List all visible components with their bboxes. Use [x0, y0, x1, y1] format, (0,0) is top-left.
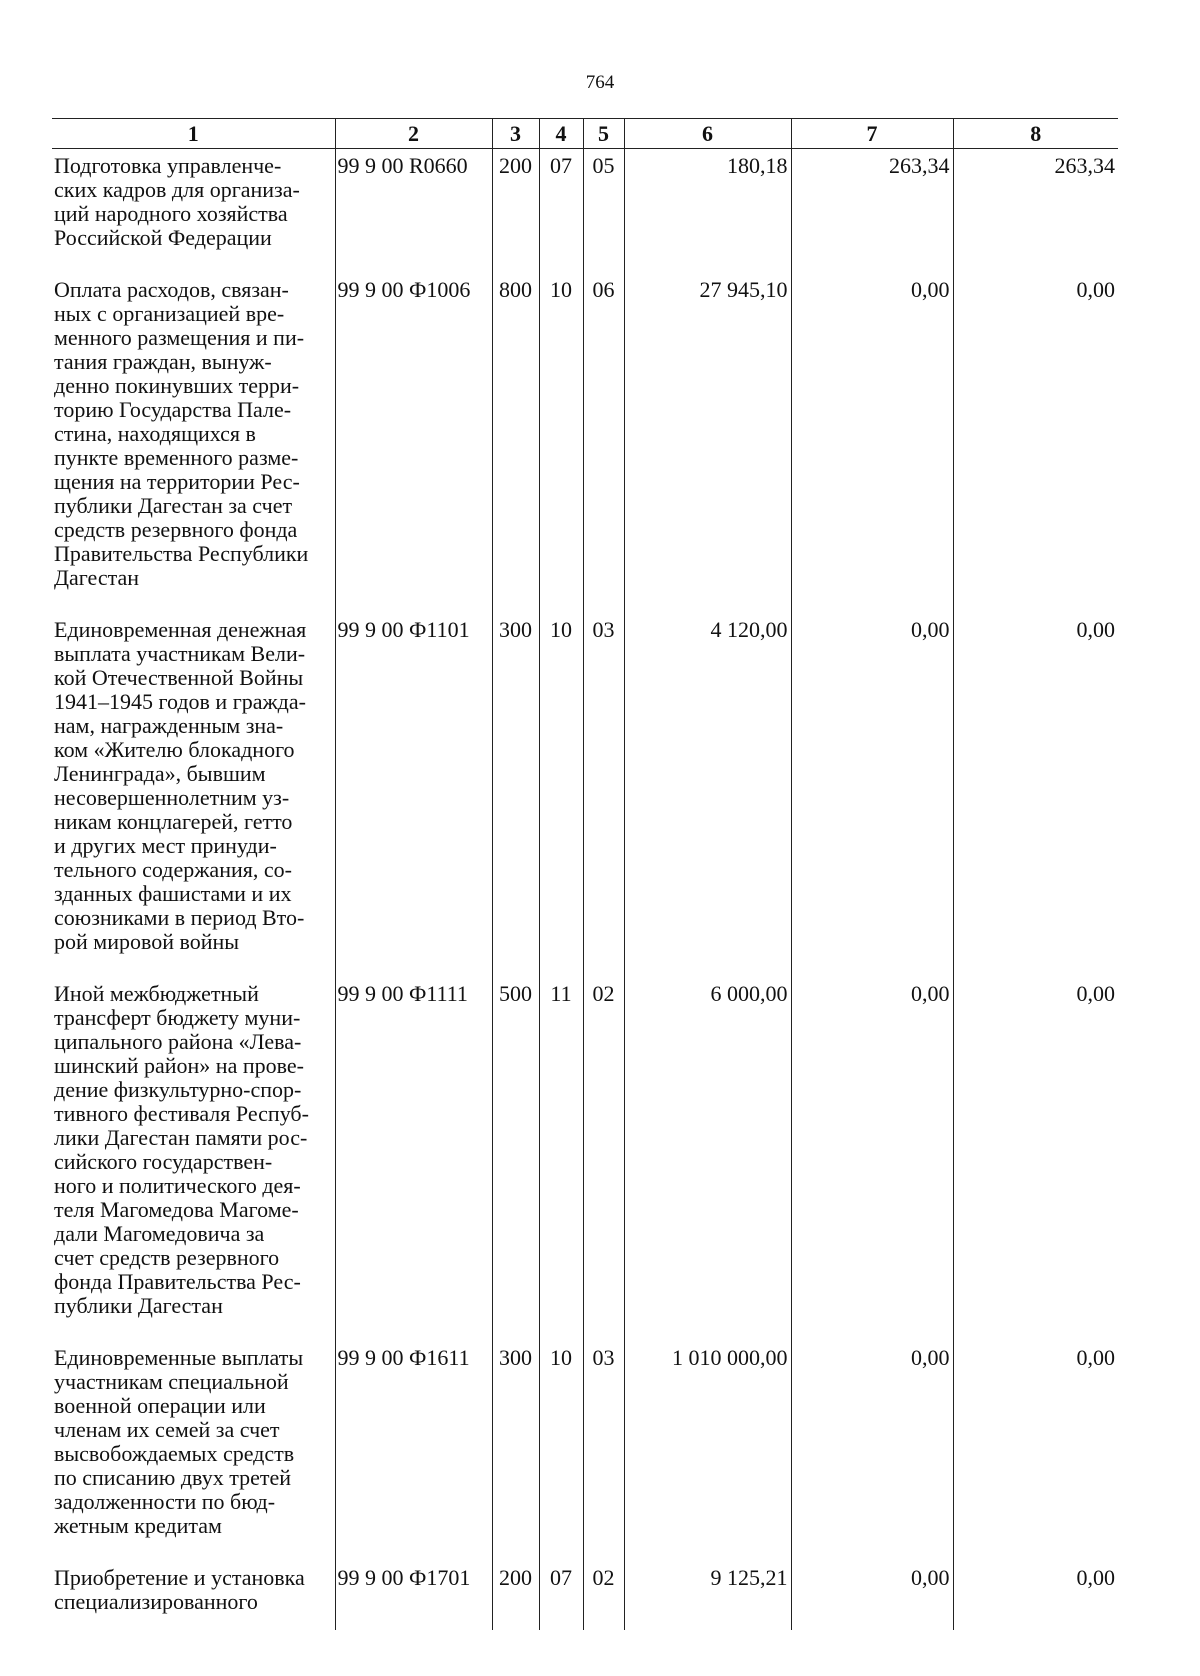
expense-name-cell: Приобретение и установка специализированного — [54, 1565, 305, 1614]
section-cell: 10 — [539, 1341, 583, 1561]
target-code-cell: 99 9 00 Ф1701 — [335, 1561, 492, 1630]
amount-col6-cell: 9 125,21 — [624, 1561, 791, 1630]
column-header: 7 — [791, 119, 953, 149]
target-code-cell: 99 9 00 Ф1611 — [335, 1341, 492, 1561]
section-cell: 10 — [539, 613, 583, 977]
section-cell: 07 — [539, 1561, 583, 1630]
target-code-cell: 99 9 00 Ф1101 — [335, 613, 492, 977]
expense-type-cell: 800 — [492, 273, 539, 613]
subsection-cell: 02 — [583, 1561, 624, 1630]
column-header: 2 — [335, 119, 492, 149]
target-code-cell: 99 9 00 R0660 — [335, 149, 492, 274]
table-row — [52, 273, 1118, 613]
expense-type-cell: 300 — [492, 1341, 539, 1561]
budget-table — [52, 118, 1118, 1630]
expense-name-cell: Иной межбюджетный трансферт бюджету муни- ципального района «Лева- шинский район» на прове- дение физкультурно-спор- тивного фестиваля Респуб- лики Дагестан памяти рос- сийского государствен- ного и политического дея- теля Магомедова Магоме- дали Магомедовича за счет средств резервного фонда Правительства Рес- публики Дагестан — [54, 981, 309, 1318]
column-header: 5 — [583, 119, 624, 149]
subsection-cell: 05 — [583, 149, 624, 274]
amount-col6-cell: 4 120,00 — [624, 613, 791, 977]
target-code-cell: 99 9 00 Ф1111 — [335, 977, 492, 1341]
amount-col7-cell: 0,00 — [791, 613, 953, 977]
expense-type-cell: 200 — [492, 1561, 539, 1630]
column-header: 4 — [539, 119, 583, 149]
amount-col6-cell: 1 010 000,00 — [624, 1341, 791, 1561]
section-cell: 10 — [539, 273, 583, 613]
expense-type-cell: 200 — [492, 149, 539, 274]
amount-col6-cell: 6 000,00 — [624, 977, 791, 1341]
table-row — [52, 1561, 1118, 1630]
target-code-cell: 99 9 00 Ф1006 — [335, 273, 492, 613]
table-row — [52, 977, 1118, 1341]
table-row — [52, 613, 1118, 977]
table-row — [52, 1341, 1118, 1561]
subsection-cell: 03 — [583, 1341, 624, 1561]
subsection-cell: 02 — [583, 977, 624, 1341]
amount-col6-cell: 180,18 — [624, 149, 791, 274]
amount-col7-cell: 0,00 — [791, 273, 953, 613]
page-number: 764 — [585, 72, 615, 93]
expense-name-cell: Единовременная денежная выплата участникам Вели- кой Отечественной Войны 1941–1945 годов и гражда- нам, награжденным зна- ком «Жителю блокадного Ленинграда», бывшим несовершеннолетним уз- никам концлагерей, гетто и других мест принуди- тельного содержания, со- зданных фашистами и их союзниками в период Вто- рой мировой войны — [54, 617, 307, 954]
column-header: 8 — [953, 119, 1118, 149]
amount-col8-cell: 263,34 — [953, 149, 1118, 274]
amount-col7-cell: 263,34 — [791, 149, 953, 274]
expense-type-cell: 300 — [492, 613, 539, 977]
amount-col8-cell: 0,00 — [953, 1341, 1118, 1561]
amount-col8-cell: 0,00 — [953, 977, 1118, 1341]
amount-col7-cell: 0,00 — [791, 1341, 953, 1561]
amount-col7-cell: 0,00 — [791, 1561, 953, 1630]
expense-name-cell: Единовременные выплаты участникам специальной военной операции или членам их семей за счет высвобождаемых средств по списанию двух третей задолженности по бюд- жетным кредитам — [54, 1345, 304, 1538]
section-cell: 07 — [539, 149, 583, 274]
column-header: 6 — [624, 119, 791, 149]
amount-col8-cell: 0,00 — [953, 1561, 1118, 1630]
amount-col8-cell: 0,00 — [953, 273, 1118, 613]
subsection-cell: 06 — [583, 273, 624, 613]
subsection-cell: 03 — [583, 613, 624, 977]
expense-name-cell: Подготовка управленче- ских кадров для организа- ций народного хозяйства Российской Федерации — [54, 153, 300, 250]
expense-type-cell: 500 — [492, 977, 539, 1341]
amount-col6-cell: 27 945,10 — [624, 273, 791, 613]
column-header: 1 — [52, 119, 335, 149]
amount-col8-cell: 0,00 — [953, 613, 1118, 977]
amount-col7-cell: 0,00 — [791, 977, 953, 1341]
expense-name-cell: Оплата расходов, связан- ных с организацией вре- менного размещения и пи- тания граждан, вынуж- денно покинувших терри- торию Государства Пале- стина, находящихся в пункте временного разме- щения на территории Рес- публики Дагестан за счет средств резервного фонда Правительства Республики Дагестан — [54, 277, 309, 590]
table-row — [52, 149, 1118, 274]
column-header: 3 — [492, 119, 539, 149]
table-header-row — [52, 119, 1118, 149]
section-cell: 11 — [539, 977, 583, 1341]
